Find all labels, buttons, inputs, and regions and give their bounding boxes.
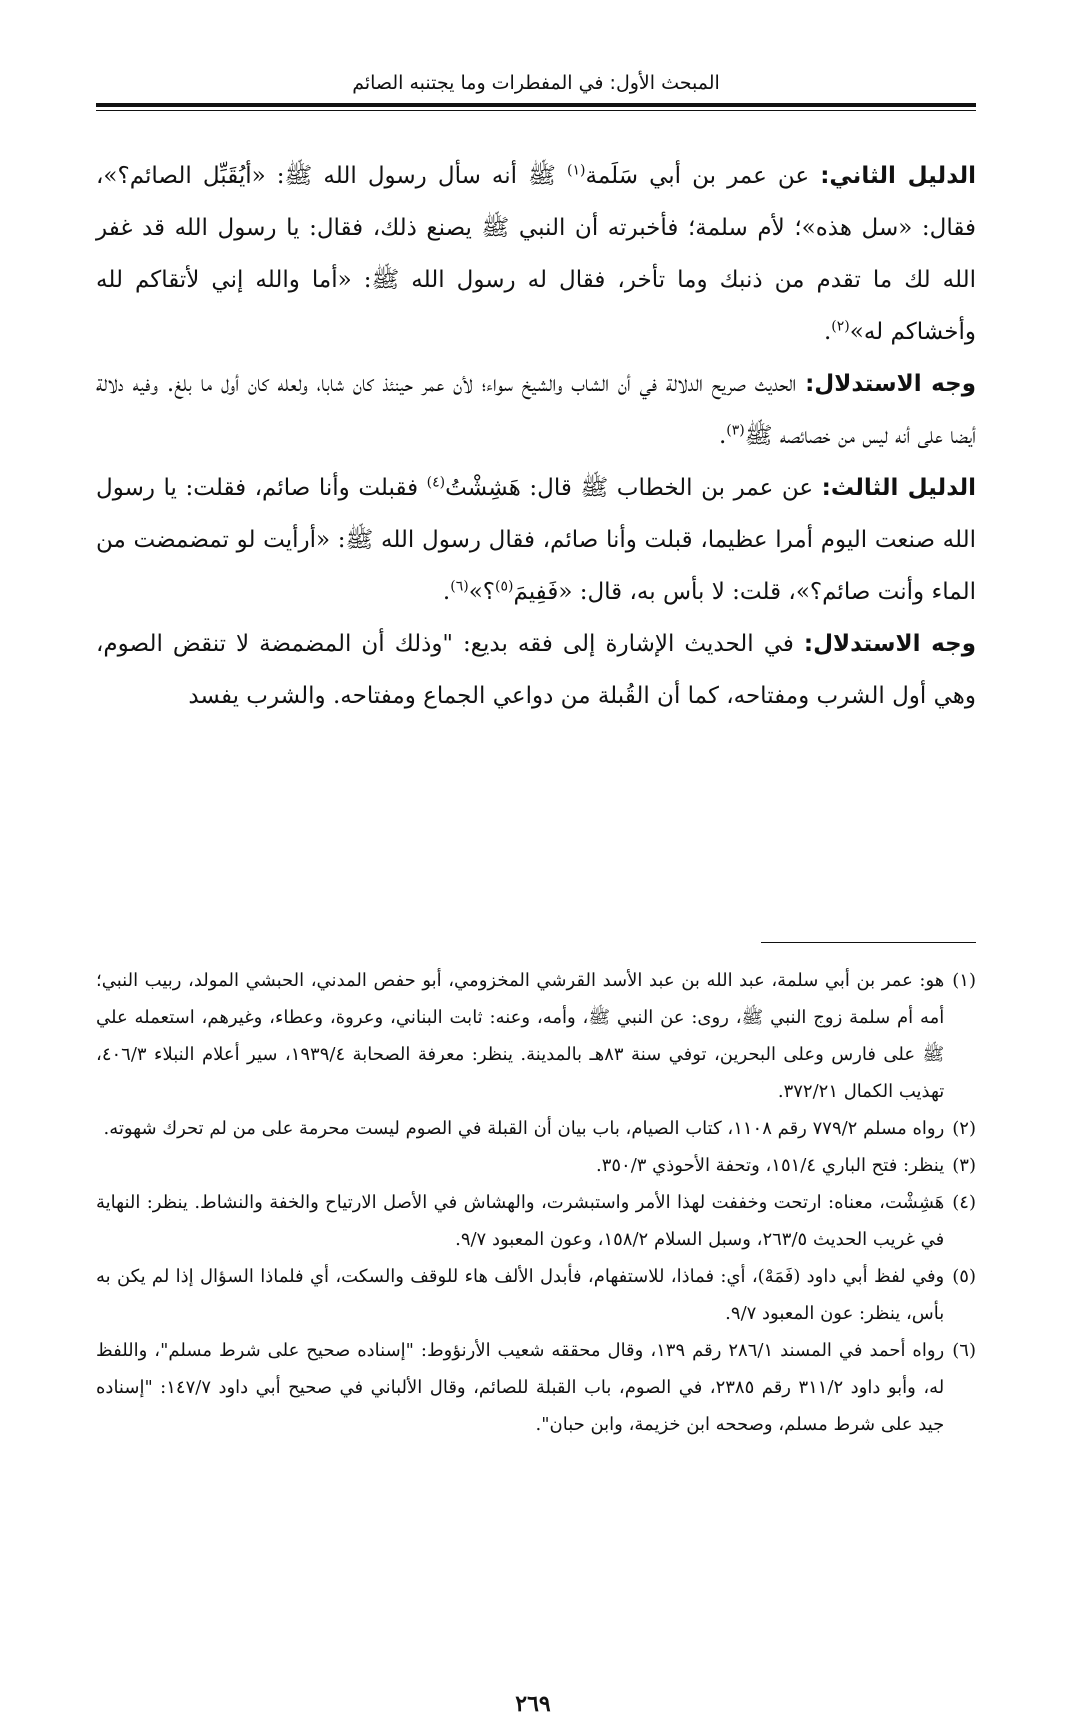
- footnote-text: وفي لفظ أبي داود (فَمَهْ)، أي: فماذا، للاستفهام، فأبدل الألف هاء للوقف والسكت، أي فلماذا السؤال إذا لم يكن به بأس، ينظر: عون المعبود ٩/٧.: [96, 1266, 945, 1324]
- paragraph-text: ؟»: [468, 579, 495, 605]
- footnote-ref[interactable]: (٥): [494, 578, 514, 595]
- footnote-text: رواه أحمد في المسند ٢٨٦/١ رقم ١٣٩، وقال محققه شعيب الأرنؤوط: "إسناده صحيح على شرط مسلم"، واللفظ له، وأبو داود ٣١١/٢ رقم ٢٣٨٥، في الصوم، باب القبلة للصائم، وقال الألباني في صحيح أبي داود ١٤٧/٧: "إسناده جيد على شرط مسلم، وصححه ابن خزيمة، وابن حبان".: [96, 1340, 945, 1435]
- paragraph-text: عن عمر بن الخطاب ﷺ قال: هَشِشْتُ: [445, 475, 822, 501]
- paragraph-inference-2: [96, 618, 976, 722]
- header-rule-thick: [96, 103, 976, 107]
- footnote-ref[interactable]: (١): [567, 162, 586, 179]
- footnotes: [96, 962, 976, 1443]
- paragraph-inference-1: [96, 358, 976, 462]
- footnote-number: (٤): [952, 1192, 976, 1213]
- paragraph-text: الحديث صريح الدلالة في أن الشاب والشيخ سواء؛ لأن عمر حينئذ كان شابا، ولعله كان أول ما بلغ. وفيه دلالة أيضا على أنه ليس من خصائصه ﷺ: [96, 371, 976, 449]
- footnote-ref[interactable]: (٣): [726, 422, 745, 439]
- page-number: ٢٦٩: [515, 1691, 551, 1717]
- paragraph-text: ﷺ أنه سأل رسول الله ﷺ: «أيُقَبِّل الصائم؟»، فقال: «سل هذه»؛ لأم سلمة؛ فأخبرته أن النبي ﷺ يصنع ذلك، فقال: يا رسول الله قد غفر الله لك ما تقدم من ذنبك وما تأخر، فقال له رسول الله ﷺ: «أما والله إني لأتقاكم لله وأخشاكم له»: [96, 163, 976, 345]
- footnote-number: (١): [952, 970, 976, 991]
- footnote-ref[interactable]: (٢): [831, 318, 850, 335]
- footnote-item: [96, 1147, 976, 1184]
- footnote-text: هو: عمر بن أبي سلمة، عبد الله بن عبد الأسد القرشي المخزومي، أبو حفص المدني، الحبشي المولد، ربيب النبي؛ أمه أم سلمة زوج النبي ﷺ، روى: عن النبي ﷺ، وأمه، وعنه: ثابت البناني، وعروة، وعطاء، وغيرهم، استعمله علي ﷺ على فارس وعلى البحرين، توفي سنة ٨٣هـ بالمدينة. ينظر: معرفة الصحابة ١٩٣٩/٤، سير أعلام النبلاء ٤٠٦/٣، تهذيب الكمال ٣٧٢/٢١.: [96, 970, 945, 1102]
- footnote-text: هَشِشْت، معناه: ارتحت وخففت لهذا الأمر واستبشرت، والهشاش في الأصل الارتياح والخفة والنشاط. ينظر: النهاية في غريب الحديث ٢٦٣/٥، وسبل السلام ١٥٨/٢، وعون المعبود ٩/٧.: [96, 1192, 945, 1250]
- footnote-number: (٣): [952, 1155, 976, 1176]
- paragraph-second-evidence: [96, 150, 976, 358]
- paragraph-term: الدليل الثاني:: [820, 163, 977, 189]
- header-rule-thin: [96, 110, 976, 111]
- footnote-number: (٢): [952, 1118, 976, 1139]
- paragraph-third-evidence: [96, 462, 976, 618]
- paragraph-text: .: [442, 579, 451, 605]
- footnote-text: رواه مسلم ٧٧٩/٢ رقم ١١٠٨، كتاب الصيام، باب بيان أن القبلة في الصوم ليست محرمة على من لم تحرك شهوته.: [103, 1118, 945, 1139]
- paragraph-text: .: [718, 423, 727, 449]
- paragraph-text: عن عمر بن أبي سَلَمة: [585, 163, 821, 189]
- footnote-item: [96, 962, 976, 1110]
- paragraph-text: فقبلت وأنا صائم، فقلت: يا رسول الله صنعت اليوم أمرا عظيما، قبلت وأنا صائم، فقال رسول الله ﷺ: «أرأيت لو تمضمضت من الماء وأنت صائم؟»، قلت: لا بأس به، قال: «فَفِيمَ: [96, 475, 976, 605]
- footnote-item: [96, 1258, 976, 1332]
- running-header: المبحث الأول: في المفطرات وما يجتنبه الصائم: [352, 72, 720, 94]
- footnote-item: [96, 1184, 976, 1258]
- footnote-number: (٦): [952, 1340, 976, 1361]
- footnote-item: [96, 1332, 976, 1443]
- paragraph-text: في الحديث الإشارة إلى فقه بديع: "وذلك أن المضمضة لا تنقض الصوم، وهي أول الشرب ومفتاحه، كما أن القُبلة من دواعي الجماع ومفتاحه. والشرب يفسد: [96, 631, 976, 709]
- footnote-separator: [761, 942, 976, 943]
- paragraph-term: الدليل الثالث:: [821, 475, 976, 501]
- footnote-ref[interactable]: (٦): [450, 578, 469, 595]
- paragraph-term: وجه الاستدلال:: [803, 631, 976, 657]
- footnote-ref[interactable]: (٤): [426, 474, 446, 491]
- footnote-number: (٥): [952, 1266, 976, 1287]
- footnote-item: [96, 1110, 976, 1147]
- paragraph-text: .: [823, 319, 832, 345]
- footnote-text: ينظر: فتح الباري ١٥١/٤، وتحفة الأحوذي ٣٥٠/٣.: [595, 1155, 945, 1176]
- paragraph-term: وجه الاستدلال:: [805, 371, 976, 397]
- main-text: [96, 150, 976, 722]
